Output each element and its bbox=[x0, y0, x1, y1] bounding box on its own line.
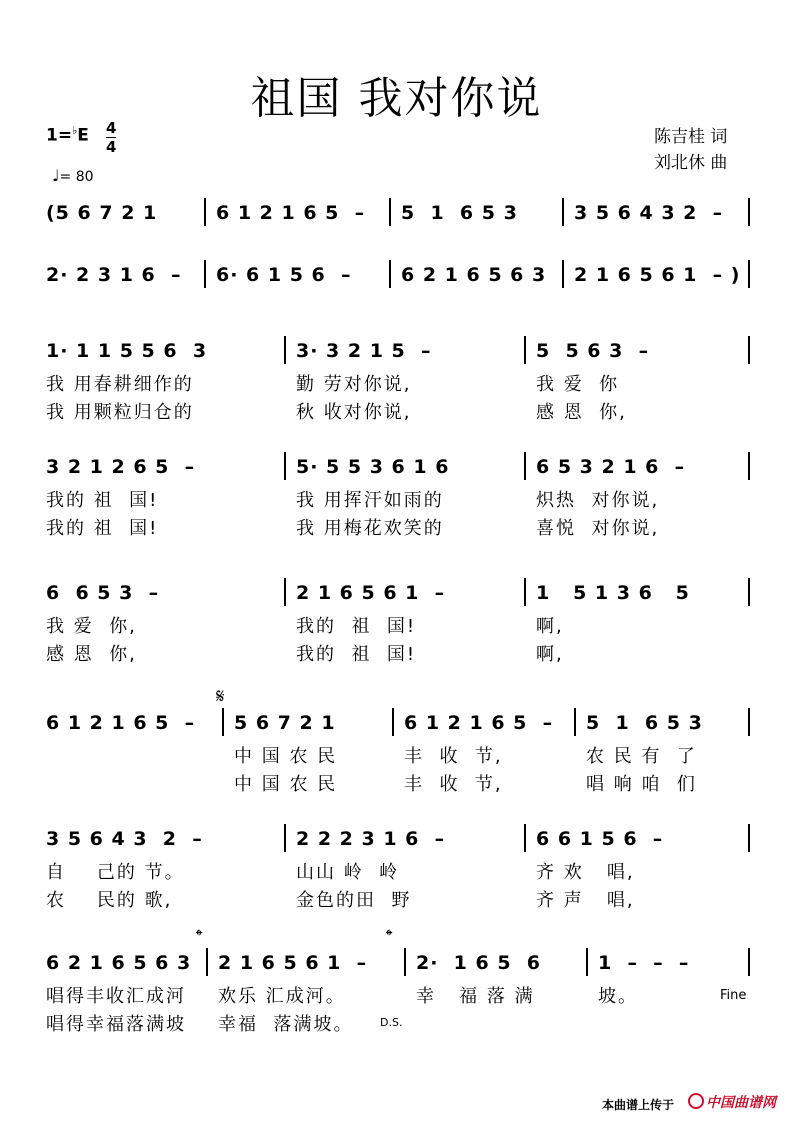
time-top: 4 bbox=[106, 119, 117, 137]
lyric-line: 勤 劳对你说, bbox=[296, 374, 412, 395]
lyric-line: 我的 祖 国! bbox=[296, 644, 417, 665]
tempo-value: = 80 bbox=[59, 169, 94, 185]
lyric-line: 秋 收对你说, bbox=[296, 402, 412, 423]
measure-notes: 6· 6 1 5 6 – bbox=[216, 264, 352, 286]
key-label: 1= bbox=[46, 125, 73, 146]
lyric-line: 我 爱 你 bbox=[536, 374, 620, 395]
measure-notes: 2· 2 3 1 6 – bbox=[46, 264, 182, 286]
measure-notes: 2 2 2 3 1 6 – bbox=[296, 828, 446, 850]
key-signature bbox=[46, 124, 89, 146]
measure-notes: 2· 1 6 5 6 bbox=[416, 952, 542, 974]
measure-notes: 6 6 5 3 – bbox=[46, 582, 160, 604]
lyric-line: 齐 声 唱, bbox=[536, 890, 635, 911]
time-bottom: 4 bbox=[106, 138, 117, 156]
barline bbox=[284, 452, 286, 480]
barline bbox=[524, 578, 526, 606]
barline bbox=[284, 824, 286, 852]
logo-text: 中国曲谱网 bbox=[706, 1095, 776, 1111]
barline bbox=[284, 578, 286, 606]
measure-notes: 2 1 6 5 6 1 – bbox=[296, 582, 446, 604]
time-signature bbox=[106, 120, 116, 155]
measure-notes: 2 1 6 5 6 1 – bbox=[218, 952, 368, 974]
lyric-line: 唱得幸福落满坡 bbox=[46, 1014, 186, 1035]
lyric-line: 我 用春耕细作的 bbox=[46, 374, 194, 395]
barline bbox=[204, 198, 206, 226]
barline bbox=[389, 198, 391, 226]
upload-note: 本曲谱上传于 bbox=[602, 1098, 675, 1112]
lyric-line: 我的 祖 国! bbox=[46, 490, 159, 511]
quarter-note-icon: ♩ bbox=[52, 166, 60, 185]
lyric-line: 丰 收 节, bbox=[404, 774, 503, 795]
measure-notes: 1 – – – bbox=[598, 952, 690, 974]
barline bbox=[748, 260, 750, 288]
fine-marking: Fine bbox=[720, 988, 747, 1003]
lyric-line: 感 恩 你, bbox=[46, 644, 137, 665]
measure-notes: 5 5 6 3 – bbox=[536, 340, 650, 362]
barline bbox=[284, 336, 286, 364]
barline bbox=[562, 260, 564, 288]
barline bbox=[204, 260, 206, 288]
lyric-line: 炽热 对你说, bbox=[536, 490, 660, 511]
composer-credit: 刘北休 曲 bbox=[654, 153, 728, 173]
measure-notes: 6 6 1 5 6 – bbox=[536, 828, 664, 850]
site-logo bbox=[688, 1092, 776, 1112]
lyric-line: 金色的田 野 bbox=[296, 890, 412, 911]
barline bbox=[524, 452, 526, 480]
measure-notes: 6 2 1 6 5 6 3 bbox=[46, 952, 192, 974]
measure-notes: 6 5 3 2 1 6 – bbox=[536, 456, 686, 478]
lyric-line: 幸 福 落 满 bbox=[416, 986, 535, 1007]
lyric-line: 我 用梅花欢笑的 bbox=[296, 518, 444, 539]
lyric-line: 喜悦 对你说, bbox=[536, 518, 660, 539]
measure-notes: 2 1 6 5 6 1 – ) bbox=[574, 264, 741, 286]
lyric-line: 自 己的 节。 bbox=[46, 862, 185, 883]
measure-notes: 3 5 6 4 3 2 – bbox=[46, 828, 203, 850]
barline bbox=[748, 578, 750, 606]
lyric-line: 我的 祖 国! bbox=[46, 518, 159, 539]
barline bbox=[524, 824, 526, 852]
lyric-line: 丰 收 节, bbox=[404, 746, 503, 767]
measure-notes: 5 1 6 5 3 bbox=[401, 202, 518, 224]
coda-sign-2: 𝄌 bbox=[386, 926, 393, 947]
measure-notes: 1· 1 1 5 5 6 3 bbox=[46, 340, 208, 362]
segno-sign: 𝄋 bbox=[216, 684, 225, 708]
barline bbox=[222, 708, 224, 736]
lyric-line: 唱得丰收汇成河 bbox=[46, 986, 186, 1007]
coda-sign-1: 𝄌 bbox=[196, 926, 203, 947]
lyric-line: 唱 响 咱 们 bbox=[586, 774, 697, 795]
ds-marking: D.S. bbox=[380, 1016, 403, 1029]
barline bbox=[748, 452, 750, 480]
measure-notes: (5 6 7 2 1 bbox=[46, 202, 158, 224]
lyric-line: 齐 欢 唱, bbox=[536, 862, 635, 883]
barline bbox=[748, 198, 750, 226]
barline bbox=[389, 260, 391, 288]
barline bbox=[574, 708, 576, 736]
lyric-line: 坡。 bbox=[598, 986, 638, 1007]
lyric-line: 欢乐 汇成河。 bbox=[218, 986, 346, 1007]
barline bbox=[748, 708, 750, 736]
flat-sign: ♭ bbox=[72, 124, 78, 137]
key-note: E bbox=[77, 125, 89, 146]
lyricist-credit: 陈吉桂 词 bbox=[654, 127, 728, 147]
barline bbox=[524, 336, 526, 364]
tempo-marking bbox=[52, 166, 94, 185]
barline bbox=[562, 198, 564, 226]
barline bbox=[748, 948, 750, 976]
barline bbox=[404, 948, 406, 976]
lyric-line: 我 用挥汗如雨的 bbox=[296, 490, 444, 511]
lyric-line: 幸福 落满坡。 bbox=[218, 1014, 354, 1035]
lyric-line: 农 民 有 了 bbox=[586, 746, 697, 767]
lyric-line: 中 国 农 民 bbox=[234, 746, 338, 767]
barline bbox=[392, 708, 394, 736]
measure-notes: 6 1 2 1 6 5 – bbox=[216, 202, 366, 224]
measure-notes: 5 1 6 5 3 bbox=[586, 712, 703, 734]
lyric-line: 农 民的 歌, bbox=[46, 890, 173, 911]
lyric-line: 中 国 农 民 bbox=[234, 774, 338, 795]
lyric-line: 啊, bbox=[536, 644, 564, 665]
lyric-line: 我 用颗粒归仓的 bbox=[46, 402, 194, 423]
measure-notes: 1 5 1 3 6 5 bbox=[536, 582, 690, 604]
barline bbox=[206, 948, 208, 976]
measure-notes: 5· 5 5 3 6 1 6 bbox=[296, 456, 450, 478]
barline bbox=[586, 948, 588, 976]
measure-notes: 3 2 1 2 6 5 – bbox=[46, 456, 196, 478]
lyric-line: 感 恩 你, bbox=[536, 402, 627, 423]
measure-notes: 3 5 6 4 3 2 – bbox=[574, 202, 724, 224]
lyric-line: 山山 岭 岭 bbox=[296, 862, 400, 883]
lyric-line: 我的 祖 国! bbox=[296, 616, 417, 637]
measure-notes: 6 1 2 1 6 5 – bbox=[46, 712, 196, 734]
measure-notes: 6 2 1 6 5 6 3 bbox=[401, 264, 547, 286]
barline bbox=[748, 824, 750, 852]
logo-icon bbox=[688, 1093, 704, 1109]
barline bbox=[748, 336, 750, 364]
measure-notes: 6 1 2 1 6 5 – bbox=[404, 712, 554, 734]
lyric-line: 我 爱 你, bbox=[46, 616, 137, 637]
measure-notes: 3· 3 2 1 5 – bbox=[296, 340, 432, 362]
lyric-line: 啊, bbox=[536, 616, 564, 637]
song-title: 祖国 我对你说 bbox=[250, 73, 543, 124]
measure-notes: 5 6 7 2 1 bbox=[234, 712, 336, 734]
